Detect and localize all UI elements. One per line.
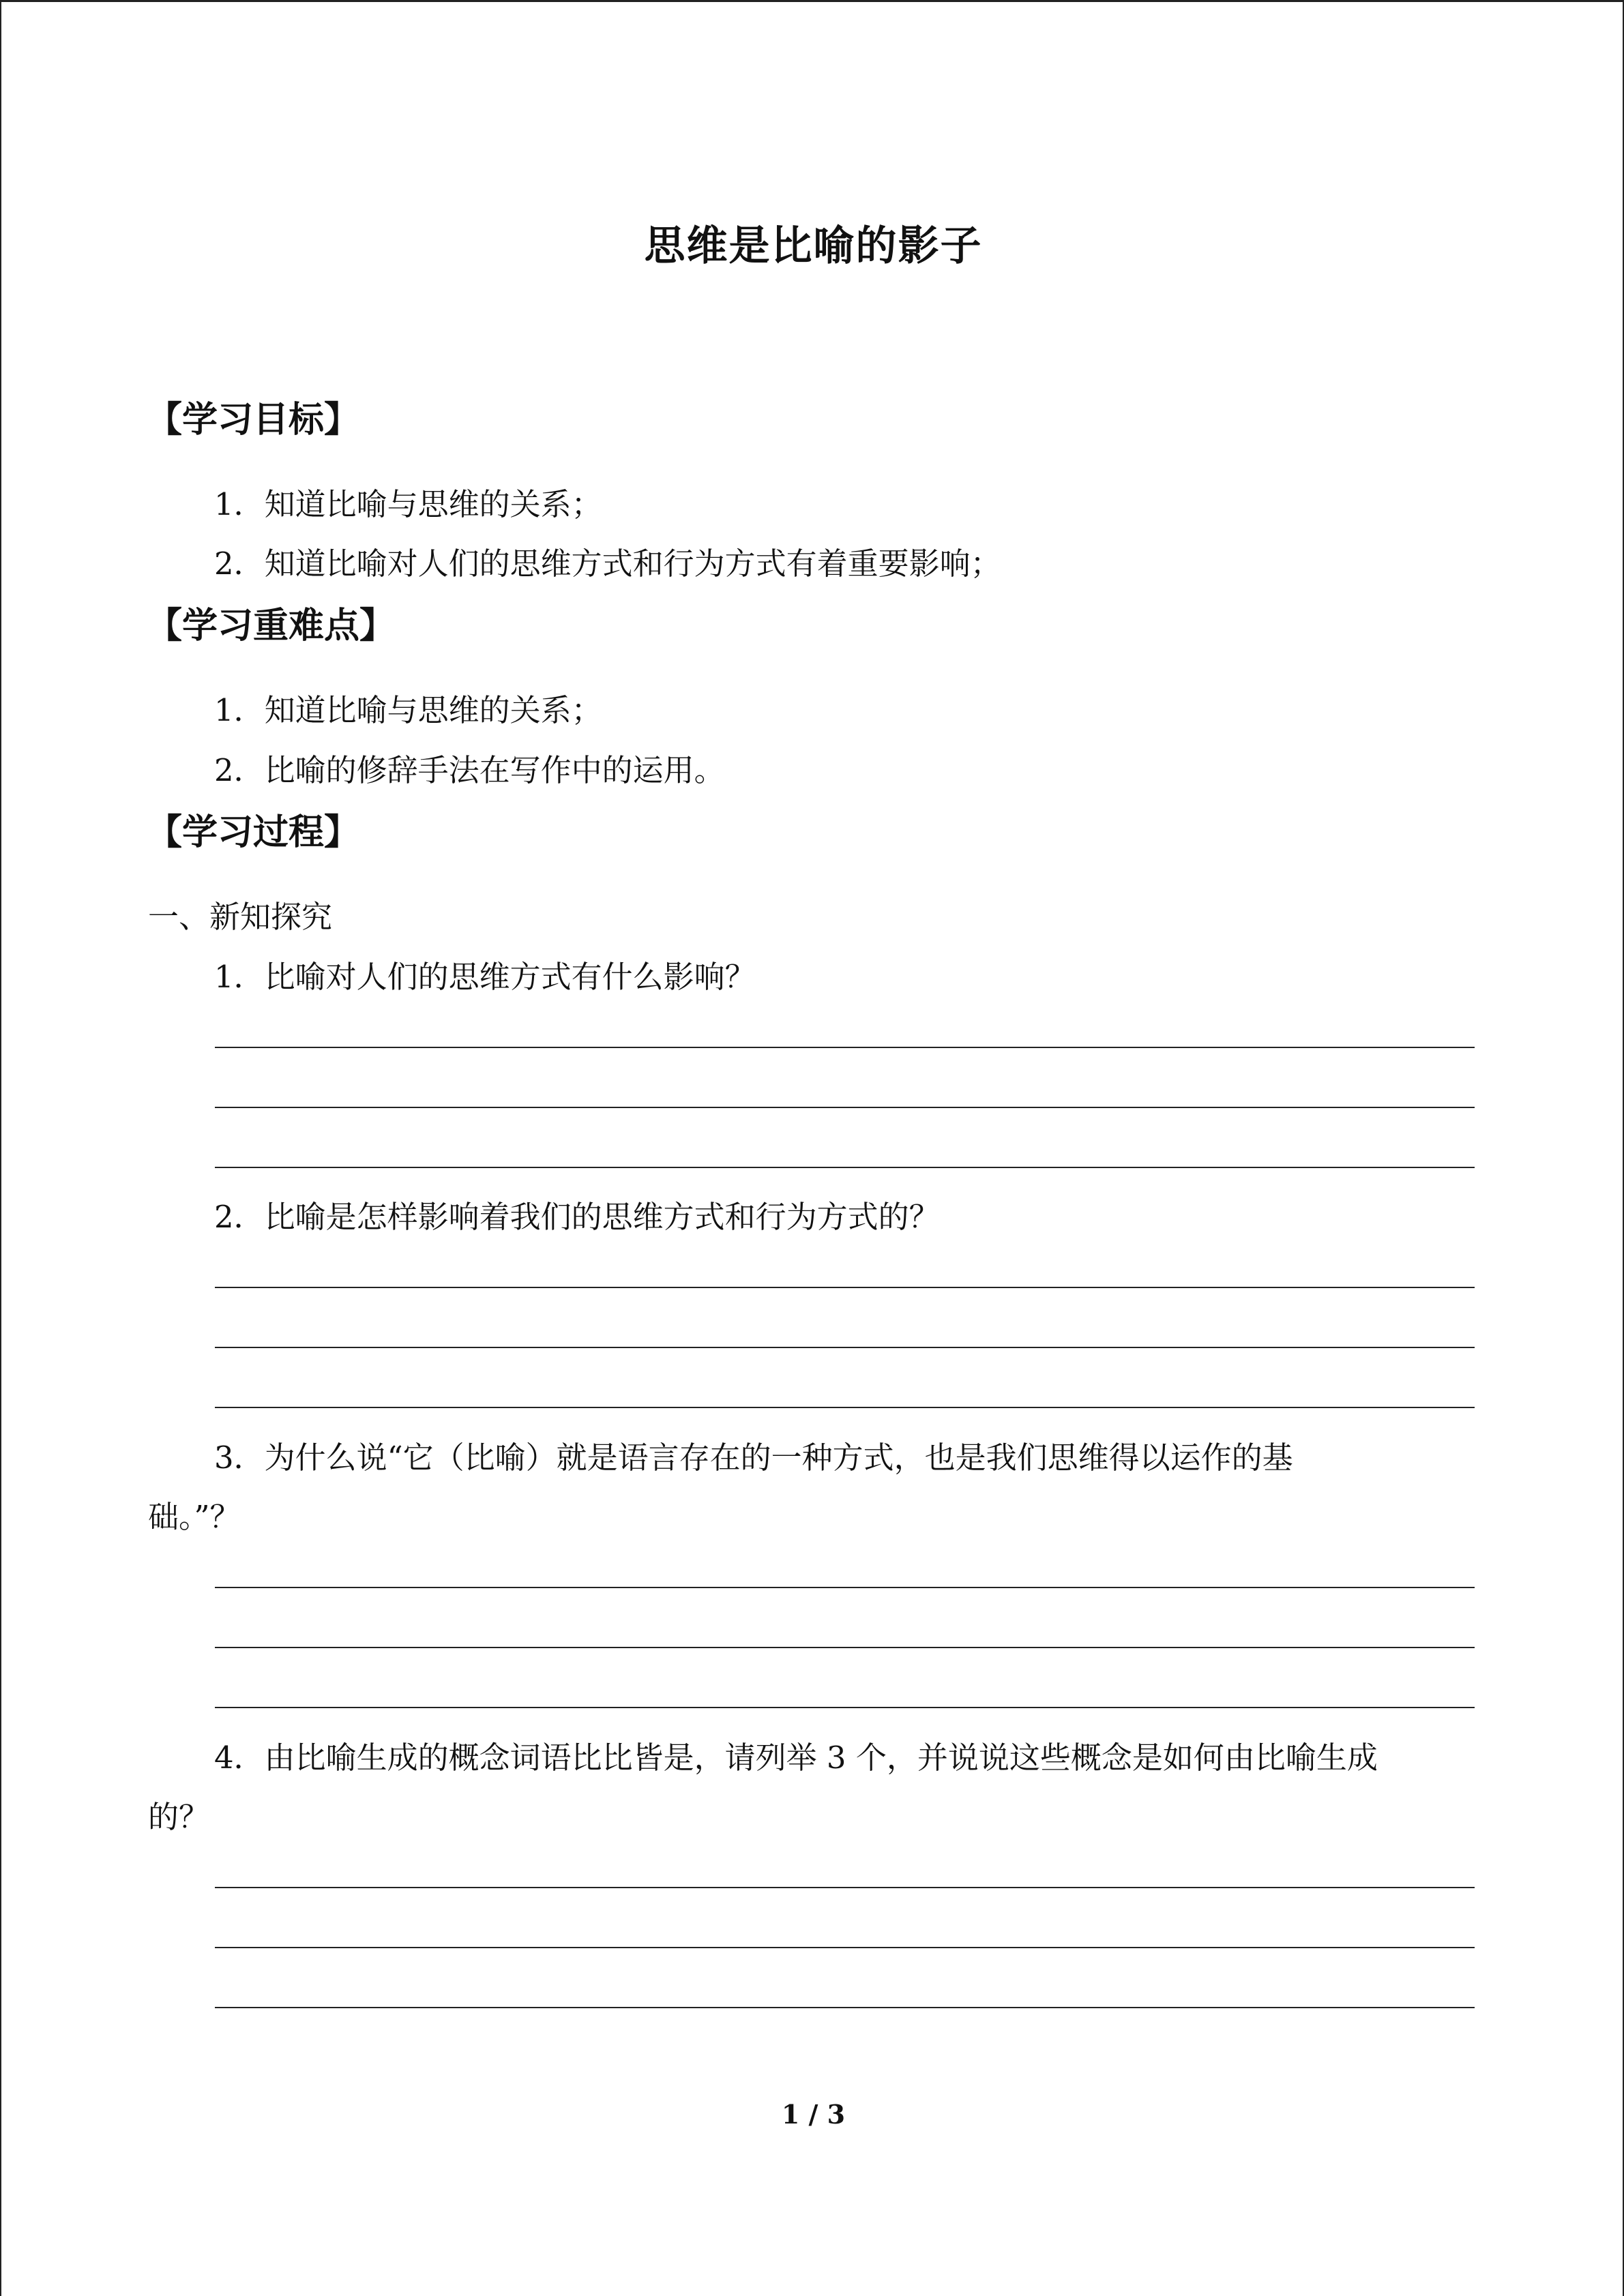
section-heading-objectives: 【学习目标】 bbox=[147, 400, 360, 441]
answer-line[interactable] bbox=[215, 1107, 1475, 1108]
document-title: 思维是比喻的影子 bbox=[644, 222, 983, 270]
answer-line[interactable] bbox=[215, 1407, 1475, 1408]
question-1: 1．比喻对人们的思维方式有什么影响？ bbox=[214, 959, 756, 995]
answer-line[interactable] bbox=[215, 2007, 1475, 2008]
question-4: 4．由比喻生成的概念词语比比皆是，请列举 3 个，并说说这些概念是如何由比喻生成 bbox=[214, 1740, 1378, 1776]
answer-line[interactable] bbox=[215, 1347, 1475, 1348]
answer-line[interactable] bbox=[215, 1947, 1475, 1948]
answer-line[interactable] bbox=[215, 1887, 1475, 1888]
objective-item-1: 1．知道比喻与思维的关系； bbox=[214, 486, 602, 522]
answer-line[interactable] bbox=[215, 1287, 1475, 1288]
answer-line[interactable] bbox=[215, 1587, 1475, 1588]
objective-item-2: 2．知道比喻对人们的思维方式和行为方式有着重要影响； bbox=[214, 546, 1001, 582]
question-2: 2．比喻是怎样影响着我们的思维方式和行为方式的？ bbox=[214, 1199, 940, 1235]
page-number: 1 / 3 bbox=[781, 2099, 846, 2130]
question-3-continuation: 础。”？ bbox=[148, 1499, 241, 1535]
key-point-item-1: 1．知道比喻与思维的关系； bbox=[214, 692, 602, 728]
answer-line[interactable] bbox=[215, 1647, 1475, 1648]
question-3: 3．为什么说“它（比喻）就是语言存在的一种方式，也是我们思维得以运作的基 bbox=[214, 1440, 1293, 1476]
answer-line[interactable] bbox=[215, 1047, 1475, 1048]
answer-line[interactable] bbox=[215, 1167, 1475, 1168]
answer-line[interactable] bbox=[215, 1707, 1475, 1708]
key-point-item-2: 2．比喻的修辞手法在写作中的运用。 bbox=[214, 752, 725, 788]
process-subheading: 一、新知探究 bbox=[148, 899, 333, 935]
section-heading-process: 【学习过程】 bbox=[147, 812, 360, 853]
question-4-continuation: 的？ bbox=[148, 1799, 210, 1835]
section-heading-key-points: 【学习重难点】 bbox=[147, 606, 396, 646]
